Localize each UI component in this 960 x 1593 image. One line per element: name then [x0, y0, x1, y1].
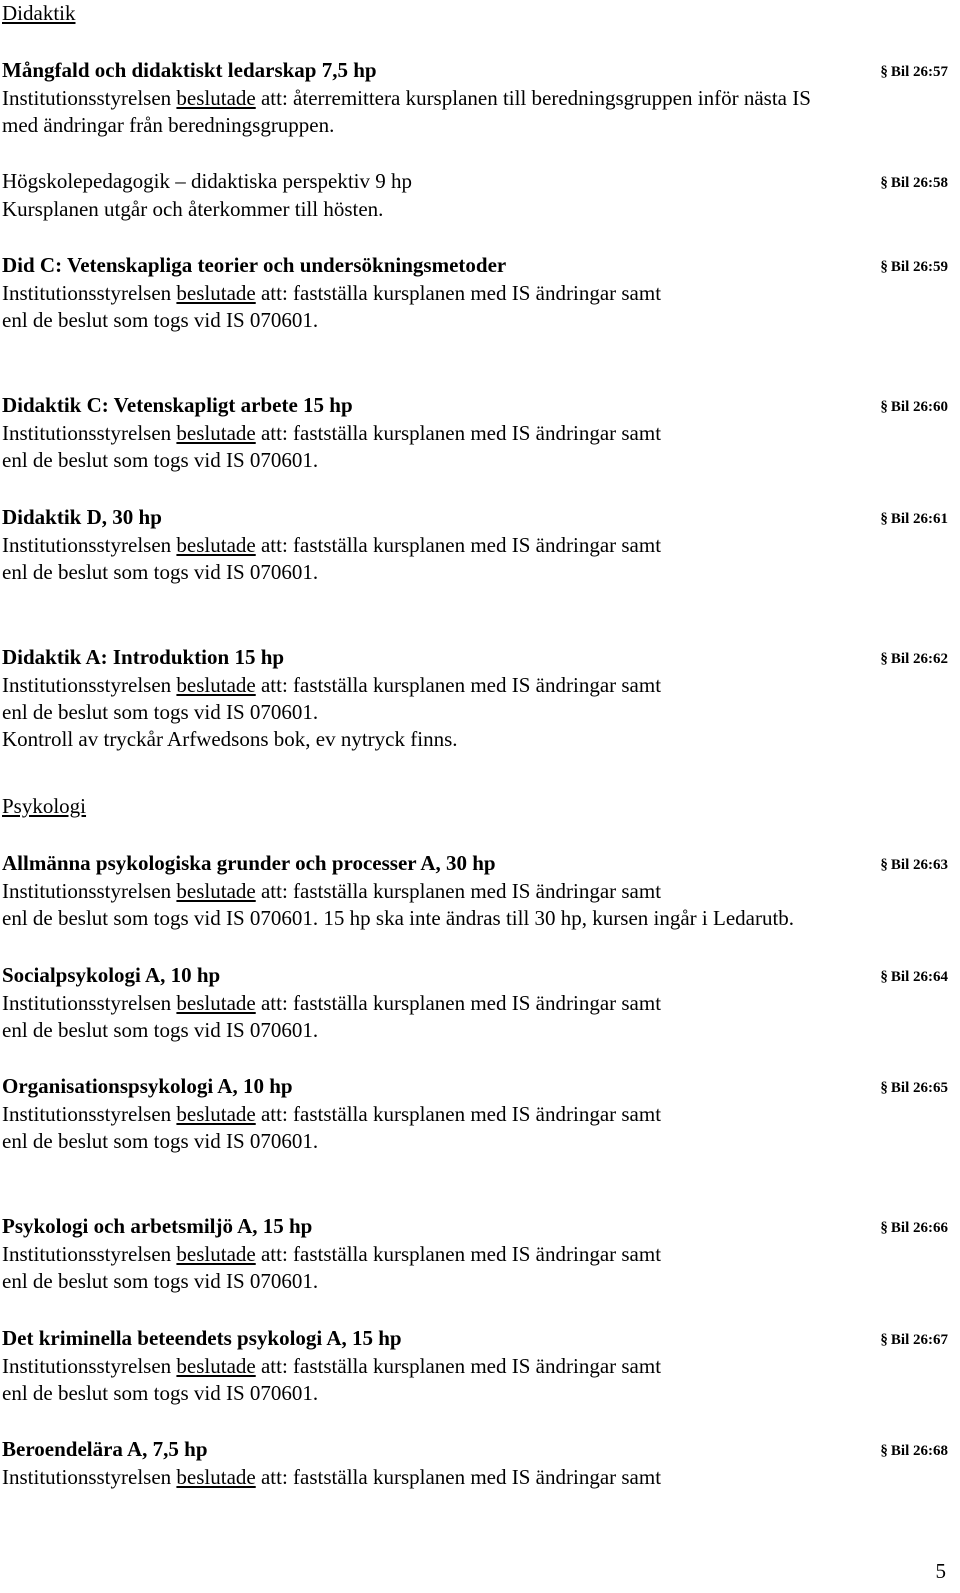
decision-line: Institutionsstyrelsen beslutade att: fastställa kursplanen med IS ändringar samt	[2, 281, 662, 305]
decision-verb: beslutade	[176, 1102, 256, 1126]
decision-line-2: enl de beslut som togs vid IS 070601.	[2, 700, 319, 724]
section-heading-didaktik[interactable]: Didaktik	[2, 1, 76, 25]
section-mark-icon: §	[880, 969, 888, 985]
bil-reference: § Bil 26:66	[880, 1220, 948, 1236]
page-number: 5	[935, 1559, 946, 1583]
decision-line: Institutionsstyrelsen beslutade att: fastställa kursplanen med IS ändringar samt	[2, 1465, 662, 1489]
agenda-entry	[2, 1211, 948, 1295]
agenda-entry	[2, 960, 948, 1044]
decision-verb: beslutade	[176, 673, 256, 697]
decision-line-2: enl de beslut som togs vid IS 070601.	[2, 448, 319, 472]
decision-line: Institutionsstyrelsen beslutade att: fastställa kursplanen med IS ändringar samt	[2, 1102, 662, 1126]
decision-verb: beslutade	[176, 86, 256, 110]
bil-reference: § Bil 26:62	[880, 651, 948, 667]
note-line: Kontroll av tryckår Arfwedsons bok, ev nytryck finns.	[2, 727, 458, 751]
agenda-entry	[2, 502, 948, 586]
decision-verb: beslutade	[176, 879, 256, 903]
agenda-entry	[2, 390, 948, 474]
decision-verb: beslutade	[176, 1465, 256, 1489]
course-title: Did C: Vetenskapliga teorier och undersökningsmetoder	[2, 253, 507, 277]
course-title: Psykologi och arbetsmiljö A, 15 hp	[2, 1214, 313, 1238]
agenda-entry	[2, 1323, 948, 1407]
agenda-entry	[2, 166, 948, 223]
course-title: Didaktik A: Introduktion 15 hp	[2, 645, 285, 669]
course-title: Allmänna psykologiska grunder och processer A, 30 hp	[2, 851, 496, 875]
decision-line: Institutionsstyrelsen beslutade att: fastställa kursplanen med IS ändringar samt	[2, 673, 662, 697]
bil-reference: § Bil 26:64	[880, 969, 948, 985]
section-mark-icon: §	[880, 1443, 888, 1459]
decision-verb: beslutade	[176, 281, 256, 305]
decision-verb: beslutade	[176, 991, 256, 1015]
decision-line: Institutionsstyrelsen beslutade att: fastställa kursplanen med IS ändringar samt	[2, 1242, 662, 1266]
decision-line-2: enl de beslut som togs vid IS 070601.	[2, 308, 319, 332]
course-title: Beroendelära A, 7,5 hp	[2, 1437, 208, 1461]
section-mark-icon: §	[880, 857, 888, 873]
decision-line: Institutionsstyrelsen beslutade att: fastställa kursplanen med IS ändringar samt	[2, 1354, 662, 1378]
decision-verb: beslutade	[176, 1354, 256, 1378]
decision-line-2: enl de beslut som togs vid IS 070601. 15 hp ska inte ändras till 30 hp, kursen ingår i Ledarutb.	[2, 906, 795, 930]
bil-reference: § Bil 26:59	[880, 259, 948, 275]
course-title: Mångfald och didaktiskt ledarskap 7,5 hp	[2, 58, 377, 82]
bil-reference: § Bil 26:57	[880, 64, 948, 80]
section-mark-icon: §	[880, 651, 888, 667]
section-mark-icon: §	[880, 511, 888, 527]
bil-reference: § Bil 26:58	[880, 175, 948, 191]
bil-reference: § Bil 26:60	[880, 399, 948, 415]
decision-verb: beslutade	[176, 533, 256, 557]
decision-line: Institutionsstyrelsen beslutade att: återremittera kursplanen till beredningsgruppen inför nästa IS	[2, 86, 811, 110]
section-mark-icon: §	[880, 1220, 888, 1236]
bil-reference: § Bil 26:65	[880, 1080, 948, 1096]
bil-reference: § Bil 26:67	[880, 1332, 948, 1348]
decision-line: Institutionsstyrelsen beslutade att: fastställa kursplanen med IS ändringar samt	[2, 421, 662, 445]
section-mark-icon: §	[880, 175, 888, 191]
section-mark-icon: §	[880, 1080, 888, 1096]
agenda-entry	[2, 848, 948, 932]
course-title: Didaktik D, 30 hp	[2, 505, 162, 529]
agenda-entry	[2, 1434, 948, 1491]
agenda-entry	[2, 55, 948, 139]
bil-reference: § Bil 26:63	[880, 857, 948, 873]
bil-reference: § Bil 26:68	[880, 1443, 948, 1459]
decision-line: Institutionsstyrelsen beslutade att: fastställa kursplanen med IS ändringar samt	[2, 991, 662, 1015]
agenda-entry	[2, 1071, 948, 1155]
section-mark-icon: §	[880, 399, 888, 415]
course-title: Det kriminella beteendets psykologi A, 15 hp	[2, 1326, 402, 1350]
course-title: Organisationspsykologi A, 10 hp	[2, 1074, 293, 1098]
decision-verb: beslutade	[176, 421, 256, 445]
decision-line: Institutionsstyrelsen beslutade att: fastställa kursplanen med IS ändringar samt	[2, 879, 662, 903]
decision-verb: beslutade	[176, 1242, 256, 1266]
decision-line-2: enl de beslut som togs vid IS 070601.	[2, 1018, 319, 1042]
section-mark-icon: §	[880, 64, 888, 80]
decision-line-2: enl de beslut som togs vid IS 070601.	[2, 560, 319, 584]
decision-line: Kursplanen utgår och återkommer till hösten.	[2, 197, 384, 221]
section-heading-psykologi[interactable]: Psykologi	[2, 794, 87, 818]
section-mark-icon: §	[880, 1332, 888, 1348]
section-mark-icon: §	[880, 259, 888, 275]
decision-line-2: enl de beslut som togs vid IS 070601.	[2, 1269, 319, 1293]
course-title: Socialpsykologi A, 10 hp	[2, 963, 221, 987]
agenda-entry	[2, 250, 948, 334]
decision-line-2: med ändringar från beredningsgruppen.	[2, 113, 335, 137]
decision-line-2: enl de beslut som togs vid IS 070601.	[2, 1129, 319, 1153]
decision-line-2: enl de beslut som togs vid IS 070601.	[2, 1381, 319, 1405]
course-title: Högskolepedagogik – didaktiska perspektiv 9 hp	[2, 169, 413, 193]
course-title: Didaktik C: Vetenskapligt arbete 15 hp	[2, 393, 353, 417]
agenda-entry	[2, 642, 948, 753]
decision-line: Institutionsstyrelsen beslutade att: fastställa kursplanen med IS ändringar samt	[2, 533, 662, 557]
bil-reference: § Bil 26:61	[880, 511, 948, 527]
